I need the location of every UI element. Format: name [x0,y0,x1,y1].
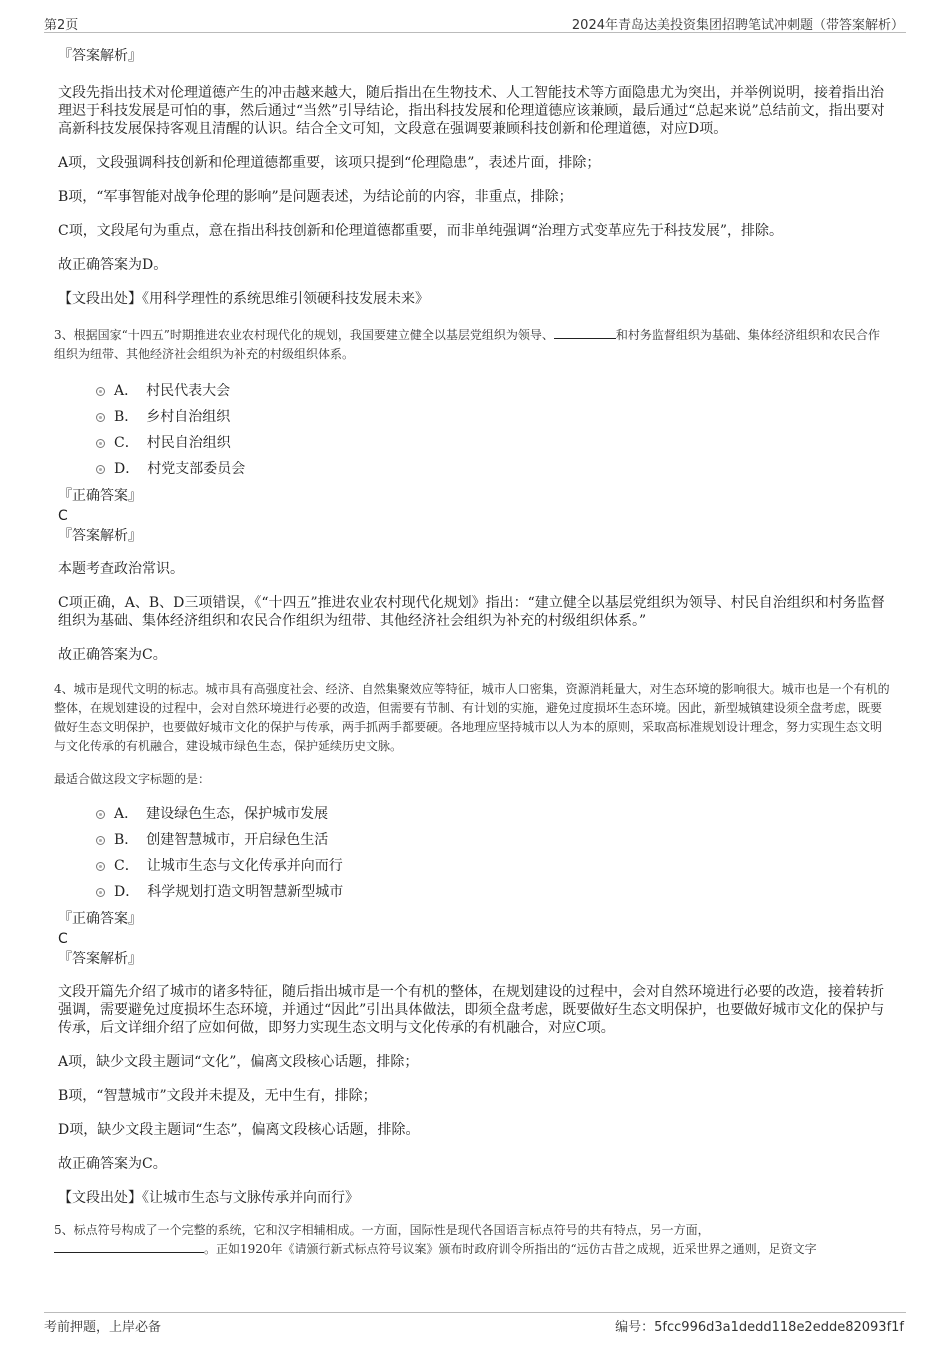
q4-stem: 4、城市是现代文明的标志。城市具有高强度社会、经济、自然集聚效应等特征，城市人口密集，资源消耗量大，对生态环境的影响很大。城市也是一个有机的整体，在规划建设的过程中，会对自然环境进行必要的改造，但需要有节制、有计划的实施，避免过度损坏生态环境。因此，新型城镇建设须全盘考虑，既要做好生态文明保护，也要做好城市文化的保护与传承，两手抓两手都要硬。各地理应坚持城市以人为本的原则，采取高标准规划设计理念，努力实现生态文明与文化传承的有机融合，建设城市绿色生态，保护延续历史文脉。 [54,682,890,753]
q3-stem-before: 3、根据国家“十四五”时期推进农业农村现代化的规划，我国要建立健全以基层党组织为领导、 [54,328,554,342]
q4-option-a[interactable]: A． 建设绿色生态，保护城市发展 [58,801,890,827]
q5-blank [54,1252,204,1253]
page-number: 第2页 [44,18,79,33]
q4-analysis-option-d: D项，缺少文段主题词“生态”，偏离文段核心话题，排除。 [58,1122,420,1138]
q4-options [58,801,890,905]
q4-option-b[interactable]: B． 创建智慧城市，开启绿色生活 [58,827,890,853]
document-code-label: 编号： [615,1320,655,1335]
q3-analysis-label: 『答案解析』 [58,528,142,544]
document-code-value: 5fcc996d3a1dedd118e2edde82093f1f [654,1320,904,1335]
radio-icon[interactable] [96,888,105,897]
q4-option-c[interactable]: C． 让城市生态与文化传承并向而行 [58,853,890,879]
q5-stem [54,1221,890,1259]
q2-analysis-option-b: B项，“军事智能对战争伦理的影响”是问题表述，为结论前的内容，非重点，排除； [58,189,573,205]
q4-question: 最适合做这段文字标题的是： [54,772,211,786]
radio-icon[interactable] [96,810,105,819]
q3-analysis-paragraph: C项正确，A、B、D三项错误，《“十四五”推进农业农村现代化规划》指出：“建立健全以基层党组织为领导、村民自治组织和村务监督组织为基础、集体经济组织和农民合作组织为纽带、其他经济社会组织为补充的村级组织体系。” [58,595,885,629]
radio-icon[interactable] [96,387,105,396]
radio-icon[interactable] [96,439,105,448]
q5-stem-before: 5、标点符号构成了一个完整的系统，它和汉字相辅相成。一方面，国际性是现代各国语言标点符号的共有特点，另一方面， [54,1223,710,1237]
page-header [44,10,906,32]
document-title: 2024年青岛达美投资集团招聘笔试冲刺题（带答案解析） [571,18,904,33]
q5-stem-after: 。正如1920年《请颁行新式标点符号议案》颁布时政府训令所指出的“远仿古昔之成规，近采世界之通则，足资文字 [204,1242,817,1256]
footer-divider [44,1312,906,1313]
q3-option-a[interactable]: A． 村民代表大会 [58,378,890,404]
q2-analysis-label: 『答案解析』 [58,48,142,64]
radio-icon[interactable] [96,465,105,474]
q3-stem [54,326,890,364]
q4-correct-label: 『正确答案』 [58,911,142,927]
q3-conclusion: 故正确答案为C。 [58,647,167,663]
header-divider [44,32,906,33]
q2-analysis-option-a: A项，文段强调科技创新和伦理道德都重要，该项只提到“伦理隐患”，表述片面，排除； [58,155,601,171]
q2-conclusion: 故正确答案为D。 [58,257,168,273]
q3-option-d[interactable]: D． 村党支部委员会 [58,456,890,482]
radio-icon[interactable] [96,413,105,422]
q2-source: 【文段出处】《用科学理性的系统思维引领硬科技发展未来》 [58,291,429,307]
q4-analysis-option-b: B项，“智慧城市”文段并未提及，无中生有，排除； [58,1088,377,1104]
q4-conclusion: 故正确答案为C。 [58,1156,167,1172]
q3-blank [554,338,616,339]
q4-correct-value: C [58,931,68,947]
q4-analysis-label: 『答案解析』 [58,951,142,967]
q3-analysis-intro: 本题考查政治常识。 [58,561,184,577]
q3-option-b[interactable]: B． 乡村自治组织 [58,404,890,430]
q3-stem-after: 和村务监督组织为基础、集体经济组织和农民合作组织为纽带、其他经济社会组织为补充的村级组织体系。 [54,328,880,361]
document-code [615,1316,904,1335]
page-footer [44,1312,906,1334]
q4-option-d[interactable]: D． 科学规划打造文明智慧新型城市 [58,879,890,905]
q2-analysis-paragraph: 文段先指出技术对伦理道德产生的冲击越来越大，随后指出在生物技术、人工智能技术等方面隐患尤为突出，并举例说明，接着指出治理迟于科技发展是可怕的事，然后通过“当然”引导结论，指出科技发展和伦理道德应该兼顾，最后通过“总起来说”总结前文，指出要对高新科技发展保持客观且清醒的认识。结合全文可知，文段意在强调要兼顾科技创新和伦理道德，对应D项。 [58,85,885,137]
footer-slogan: 考前押题，上岸必备 [44,1320,162,1335]
q3-correct-value: C [58,508,68,524]
q3-correct-label: 『正确答案』 [58,488,142,504]
q3-options [58,378,890,482]
page-content [54,38,890,1259]
q3-option-c[interactable]: C． 村民自治组织 [58,430,890,456]
q4-analysis-paragraph: 文段开篇先介绍了城市的诸多特征，随后指出城市是一个有机的整体，在规划建设的过程中，会对自然环境进行必要的改造，接着转折强调，需要避免过度损坏生态环境，并通过“因此”引出具体做法，即须全盘考虑，既要做好生态文明保护，也要做好城市文化的保护与传承，后文详细介绍了应如何做，即努力实现生态文明与文化传承的有机融合，对应C项。 [58,984,885,1036]
radio-icon[interactable] [96,836,105,845]
q4-source: 【文段出处】《让城市生态与文脉传承并向而行》 [58,1190,359,1206]
q2-analysis-option-c: C项，文段尾句为重点，意在指出科技创新和伦理道德都重要，而非单纯强调“治理方式变革应先于科技发展”，排除。 [58,223,784,239]
q4-analysis-option-a: A项，缺少文段主题词“文化”，偏离文段核心话题，排除； [58,1054,419,1070]
radio-icon[interactable] [96,862,105,871]
